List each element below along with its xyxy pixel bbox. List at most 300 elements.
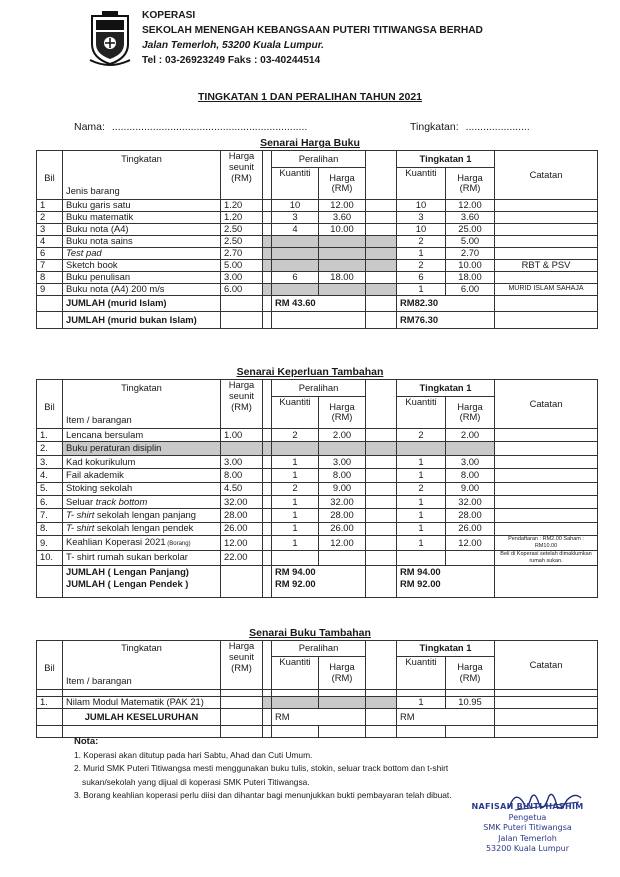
keperluan-bil: 10. [37,550,63,565]
keperluan-row [37,522,598,535]
buku-peralihan-total [319,283,366,295]
keperluan-note [495,428,598,441]
col-peralihan-harga: Harga (RM) [319,168,366,200]
buku-row [37,259,598,271]
tambahan-gap [263,696,272,708]
tambahan-bil: 1. [37,696,63,708]
buku-total-bukan-label: JUMLAH (murid bukan Islam) [63,311,221,328]
buku-price: 2.50 [221,235,263,247]
keperluan-bil: 7. [37,509,63,522]
keperluan-t1-qty: 1 [397,455,446,468]
t-col-item-barangan: Item / barangan [63,673,221,689]
buku-row [37,199,598,211]
col-peralihan-kuantiti: Kuantiti [272,168,319,200]
col-harga-seunit: Harga seunit (RM) [221,151,263,184]
buku-bil: 1 [37,199,63,211]
buku-total-islam-t1: RM82.30 [397,295,495,311]
buku-bil: 7 [37,259,63,271]
buku-gap [263,247,272,259]
keperluan-item [63,550,221,565]
keperluan-bil: 2. [37,442,63,455]
keperluan-t1-qty [397,442,446,455]
nota-item-1: 1. Koperasi akan ditutup pada hari Sabtu, Ahad dan Cuti Umum. [74,749,313,760]
keperluan-peralihan-total: 28.00 [319,509,366,522]
col-tingkatan1: Tingkatan 1 [397,151,495,168]
keperluan-gap [263,482,272,495]
buku-t1-qty: 2 [397,259,446,271]
buku-gap2 [366,211,397,223]
keperluan-price: 12.00 [221,536,263,551]
letterhead [142,8,483,68]
buku-gap [263,211,272,223]
keperluan-t1-qty: 1 [397,509,446,522]
buku-row [37,271,598,283]
k-col-t1-kuantiti: Kuantiti [397,397,446,429]
keperluan-row [37,536,598,551]
keperluan-peralihan-total: 12.00 [319,536,366,551]
t-col-catatan: Catatan [495,641,598,690]
stamp-block [440,802,615,855]
buku-bil: 2 [37,211,63,223]
tambahan-total-label: JUMLAH KESELURUHAN [63,708,221,725]
t-col-peralihan: Peralihan [272,641,366,657]
k-col-item-barangan: Item / barangan [63,412,221,428]
nota-item-3: 3. Borang keahlian koperasi perlu diisi dan dihantar bagi menunjukkan bukti pembayaran telah dibuat. [74,790,452,800]
buku-peralihan-total [319,259,366,271]
buku-peralihan-qty: 4 [272,223,319,235]
keperluan-t1-total: 2.00 [446,428,495,441]
keperluan-t1-qty [397,550,446,565]
buku-gap [263,235,272,247]
col-jenis-barang: Jenis barang [63,183,221,199]
buku-peralihan-total: 18.00 [319,271,366,283]
buku-peralihan-qty: 3 [272,211,319,223]
buku-t1-qty: 1 [397,247,446,259]
keperluan-item-text: T- shirt rumah sukan berkolar [66,551,188,563]
buku-table [36,150,598,329]
buku-gap [263,271,272,283]
buku-price: 3.00 [221,271,263,283]
tambahan-section-title: Senarai Buku Tambahan [249,627,371,639]
buku-bil: 9 [37,283,63,295]
school-address: Jalan Temerloh, 53200 Kuala Lumpur. [142,40,324,51]
buku-item [63,211,221,223]
tambahan-gap2 [366,696,397,708]
signatory-school: SMK Puteri Titiwangsa [483,823,572,832]
k-col-catatan: Catatan [495,380,598,429]
buku-row [37,283,598,295]
buku-item [63,259,221,271]
org-name: KOPERASI [142,10,196,21]
keperluan-t1-total: 8.00 [446,469,495,482]
keperluan-item-small: (Borang) [165,541,191,548]
keperluan-row [37,469,598,482]
keperluan-item-text: Fail akademik [66,468,124,480]
keperluan-gap [263,442,272,455]
buku-note: RBT & PSV [495,259,598,271]
keperluan-total-pendek-label: JUMLAH ( Lengan Pendek ) [63,579,221,597]
keperluan-item-text: Buku peraturan disiplin [66,442,162,454]
keperluan-gap [263,495,272,508]
tambahan-price [221,696,263,708]
keperluan-gap2 [366,442,397,455]
keperluan-gap2 [366,469,397,482]
keperluan-peralihan-qty: 1 [272,455,319,468]
keperluan-t1-total: 26.00 [446,522,495,535]
nama-label: Nama: [74,121,105,133]
keperluan-note [495,509,598,522]
buku-gap [263,199,272,211]
buku-note [495,199,598,211]
keperluan-item [63,482,221,495]
nota-section [74,735,452,803]
keperluan-peralihan-qty: 1 [272,469,319,482]
k-col-t1-harga: Harga (RM) [446,397,495,429]
buku-total-islam-peralihan: RM 43.60 [272,295,366,311]
nota-item-2: 2. Murid SMK Puteri Titiwangsa mesti menggunakan buku tulis, stokin, seluar track bottom dan t-shirt [74,763,449,773]
tambahan-note [495,696,598,708]
buku-item-text: Sketch book [66,259,118,271]
signatory-street: Jalan Temerloh [498,833,557,843]
tambahan-t1-total: 10.95 [446,696,495,708]
keperluan-item-text: Keahlian Koperasi 2021 [66,536,166,548]
keperluan-t1-total: 12.00 [446,536,495,551]
k-col-bil: Bil [37,397,63,413]
school-crest-logo [88,10,132,68]
buku-section-title: Senarai Harga Buku [260,137,360,149]
tambahan-table [36,640,598,738]
buku-price: 5.00 [221,259,263,271]
keperluan-gap [263,522,272,535]
buku-t1-total: 25.00 [446,223,495,235]
keperluan-t1-total: 28.00 [446,509,495,522]
keperluan-peralihan-total: 32.00 [319,495,366,508]
buku-t1-total: 18.00 [446,271,495,283]
buku-peralihan-qty: 10 [272,199,319,211]
buku-item [63,283,221,295]
keperluan-peralihan-qty: 1 [272,495,319,508]
buku-note [495,247,598,259]
t-col-t1-kuantiti: Kuantiti [397,657,446,690]
keperluan-peralihan-total: 26.00 [319,522,366,535]
t-col-harga-seunit: Harga seunit (RM) [221,641,263,674]
keperluan-note [495,495,598,508]
keperluan-row [37,442,598,455]
keperluan-t1-total: 32.00 [446,495,495,508]
t-col-bil: Bil [37,657,63,674]
keperluan-total-pendek-t1: RM 92.00 [397,579,495,597]
tingkatan-field [410,121,530,133]
t-col-t1-harga: Harga (RM) [446,657,495,690]
keperluan-price: 1.00 [221,428,263,441]
signatory-name: NAFISAH BINTI HASHIM [471,802,584,811]
buku-item-text: Buku penulisan [66,271,131,283]
keperluan-price: 32.00 [221,495,263,508]
buku-item [63,199,221,211]
k-col-tingkatan1: Tingkatan 1 [397,380,495,397]
keperluan-gap2 [366,536,397,551]
tingkatan-dots: ...................... [465,121,530,133]
keperluan-t1-qty: 1 [397,522,446,535]
buku-t1-total: 10.00 [446,259,495,271]
buku-item [63,235,221,247]
keperluan-bil: 8. [37,522,63,535]
k-col-tingkatan: Tingkatan [63,380,221,397]
keperluan-item [63,495,221,508]
buku-gap2 [366,199,397,211]
buku-t1-total: 6.00 [446,283,495,295]
keperluan-item [63,455,221,468]
keperluan-t1-qty: 1 [397,469,446,482]
keperluan-note [495,455,598,468]
keperluan-table [36,379,598,598]
keperluan-price: 3.00 [221,455,263,468]
buku-price: 2.70 [221,247,263,259]
buku-item-text: Buku nota sains [66,235,133,247]
tambahan-total-t1: RM [397,708,495,725]
keperluan-price: 22.00 [221,550,263,565]
k-col-harga-seunit: Harga seunit (RM) [221,380,263,413]
buku-gap2 [366,223,397,235]
school-name: SEKOLAH MENENGAH KEBANGSAAN PUTERI TITIWANGSA BERHAD [142,25,483,36]
buku-gap2 [366,259,397,271]
keperluan-gap2 [366,522,397,535]
buku-peralihan-total: 12.00 [319,199,366,211]
tambahan-row [37,696,598,708]
keperluan-bil: 3. [37,455,63,468]
keperluan-note: Beli di Koperasi setelah dimaklumkan rumah sukan. [495,550,598,565]
buku-price: 2.50 [221,223,263,235]
keperluan-gap2 [366,428,397,441]
col-peralihan: Peralihan [272,151,366,168]
keperluan-bil: 1. [37,428,63,441]
signatory-role: Pengetua [508,812,547,822]
nota-label: Nota: [74,736,99,747]
keperluan-price: 26.00 [221,522,263,535]
buku-gap2 [366,283,397,295]
keperluan-item [63,442,221,455]
buku-row [37,235,598,247]
keperluan-t1-total [446,550,495,565]
col-catatan: Catatan [495,151,598,200]
col-t1-kuantiti: Kuantiti [397,168,446,200]
signatory-city: 53200 Kuala Lumpur [485,844,570,853]
keperluan-item [63,428,221,441]
col-tingkatan: Tingkatan [63,151,221,168]
buku-peralihan-qty [272,259,319,271]
keperluan-peralihan-total: 9.00 [319,482,366,495]
buku-bil: 4 [37,235,63,247]
buku-t1-total: 5.00 [446,235,495,247]
keperluan-item-text: T- shirt sekolah lengan pendek [66,522,194,534]
keperluan-gap2 [366,495,397,508]
keperluan-note [495,522,598,535]
keperluan-t1-total: 3.00 [446,455,495,468]
buku-row [37,223,598,235]
buku-total-bukan-t1: RM76.30 [397,311,495,328]
keperluan-item-text: Stoking sekolah [66,482,133,494]
keperluan-item-text: T- shirt sekolah lengan panjang [66,509,196,521]
tambahan-t1-qty: 1 [397,696,446,708]
keperluan-t1-qty: 1 [397,495,446,508]
buku-bil: 6 [37,247,63,259]
tambahan-item [63,696,221,708]
page-title: TINGKATAN 1 DAN PERALIHAN TAHUN 2021 [197,91,423,103]
buku-gap [263,223,272,235]
keperluan-gap [263,428,272,441]
buku-note [495,223,598,235]
buku-peralihan-qty [272,283,319,295]
t-col-peralihan-kuantiti: Kuantiti [272,657,319,690]
keperluan-total-panjang-t1: RM 94.00 [397,565,495,579]
buku-item [63,247,221,259]
buku-peralihan-qty [272,247,319,259]
keperluan-total-panjang-peralihan: RM 94.00 [272,565,366,579]
buku-note: MURID ISLAM SAHAJA [495,283,598,295]
keperluan-note [495,469,598,482]
buku-t1-qty: 10 [397,223,446,235]
col-bil [37,151,63,168]
tambahan-total-peralihan: RM [272,708,366,725]
keperluan-section-title: Senarai Keperluan Tambahan [236,366,384,378]
buku-peralihan-qty [272,235,319,247]
buku-peralihan-total [319,247,366,259]
keperluan-peralihan-total: 8.00 [319,469,366,482]
keperluan-total-pendek-peralihan: RM 92.00 [272,579,366,597]
keperluan-gap [263,536,272,551]
t-col-tingkatan1: Tingkatan 1 [397,641,495,657]
keperluan-item-text: Lencana bersulam [66,428,144,440]
nama-field [74,121,307,133]
keperluan-note: Pendaftaran : RM2.00 Saham : RM10.00 [495,536,598,551]
buku-row [37,247,598,259]
buku-t1-qty: 6 [397,271,446,283]
keperluan-row [37,495,598,508]
buku-t1-qty: 1 [397,283,446,295]
col-t1-harga: Harga (RM) [446,168,495,200]
keperluan-peralihan-qty: 1 [272,509,319,522]
tambahan-item-text: Nilam Modul Matematik (PAK 21) [66,696,204,708]
buku-item-text: Test pad [66,247,102,259]
keperluan-t1-total [446,442,495,455]
keperluan-price: 4.50 [221,482,263,495]
keperluan-peralihan-qty: 1 [272,522,319,535]
buku-item [63,223,221,235]
tingkatan-label: Tingkatan: [410,121,459,133]
buku-item [63,271,221,283]
buku-note [495,271,598,283]
buku-t1-qty: 10 [397,199,446,211]
keperluan-gap [263,455,272,468]
buku-gap2 [366,271,397,283]
keperluan-t1-qty: 2 [397,482,446,495]
keperluan-item [63,536,221,551]
keperluan-peralihan-total [319,442,366,455]
buku-peralihan-total [319,235,366,247]
keperluan-item [63,509,221,522]
keperluan-gap [263,509,272,522]
col-bil-label: Bil [37,168,63,184]
keperluan-item-text: Kad kokurikulum [66,455,136,467]
keperluan-peralihan-qty [272,442,319,455]
school-phone: Tel : 03-26923249 Faks : 03-40244514 [142,55,321,66]
keperluan-bil: 9. [37,536,63,551]
k-col-peralihan-kuantiti: Kuantiti [272,397,319,429]
buku-t1-qty: 3 [397,211,446,223]
buku-peralihan-total: 10.00 [319,223,366,235]
buku-item-text: Buku matematik [66,211,134,223]
k-col-peralihan-harga: Harga (RM) [319,397,366,429]
buku-price: 6.00 [221,283,263,295]
buku-peralihan-qty: 6 [272,271,319,283]
keperluan-row [37,428,598,441]
buku-item-text: Buku garis satu [66,199,131,211]
k-col-peralihan: Peralihan [272,380,366,397]
keperluan-gap2 [366,509,397,522]
buku-bil: 3 [37,223,63,235]
keperluan-gap [263,550,272,565]
t-col-tingkatan: Tingkatan [63,641,221,657]
buku-t1-total: 3.60 [446,211,495,223]
buku-t1-total: 2.70 [446,247,495,259]
nama-dots: ................................................................... [111,121,308,133]
keperluan-bil: 6. [37,495,63,508]
buku-peralihan-total: 3.60 [319,211,366,223]
keperluan-row [37,550,598,565]
buku-total-islam-label: JUMLAH (murid Islam) [63,295,221,311]
keperluan-bil: 5. [37,482,63,495]
buku-t1-total: 12.00 [446,199,495,211]
keperluan-t1-qty: 1 [397,536,446,551]
keperluan-gap2 [366,482,397,495]
buku-gap2 [366,247,397,259]
keperluan-total-panjang-label: JUMLAH ( Lengan Panjang) [63,565,221,579]
buku-row [37,211,598,223]
buku-gap [263,283,272,295]
keperluan-item-text: Seluar track bottom [66,495,148,507]
keperluan-peralihan-qty: 2 [272,482,319,495]
buku-note [495,235,598,247]
buku-bil: 8 [37,271,63,283]
keperluan-bil: 4. [37,469,63,482]
keperluan-item [63,469,221,482]
keperluan-price [221,442,263,455]
keperluan-row [37,509,598,522]
keperluan-gap2 [366,455,397,468]
tambahan-peralihan-qty [272,696,319,708]
nota-item-2-cont: sukan/sekolah yang dijual di koperasi SMK Puteri Titiwangsa. [82,776,310,787]
keperluan-gap [263,469,272,482]
keperluan-peralihan-total [319,550,366,565]
keperluan-item [63,522,221,535]
tambahan-peralihan-total [319,696,366,708]
keperluan-row [37,482,598,495]
buku-t1-qty: 2 [397,235,446,247]
buku-item-text: Buku nota (A4) [66,223,129,235]
buku-price: 1.20 [221,211,263,223]
keperluan-peralihan-total: 2.00 [319,428,366,441]
keperluan-peralihan-total: 3.00 [319,455,366,468]
keperluan-peralihan-qty [272,550,319,565]
buku-price: 1.20 [221,199,263,211]
buku-gap2 [366,235,397,247]
keperluan-note [495,482,598,495]
keperluan-price: 8.00 [221,469,263,482]
keperluan-t1-qty: 2 [397,428,446,441]
keperluan-peralihan-qty: 1 [272,536,319,551]
buku-gap [263,259,272,271]
keperluan-note [495,442,598,455]
